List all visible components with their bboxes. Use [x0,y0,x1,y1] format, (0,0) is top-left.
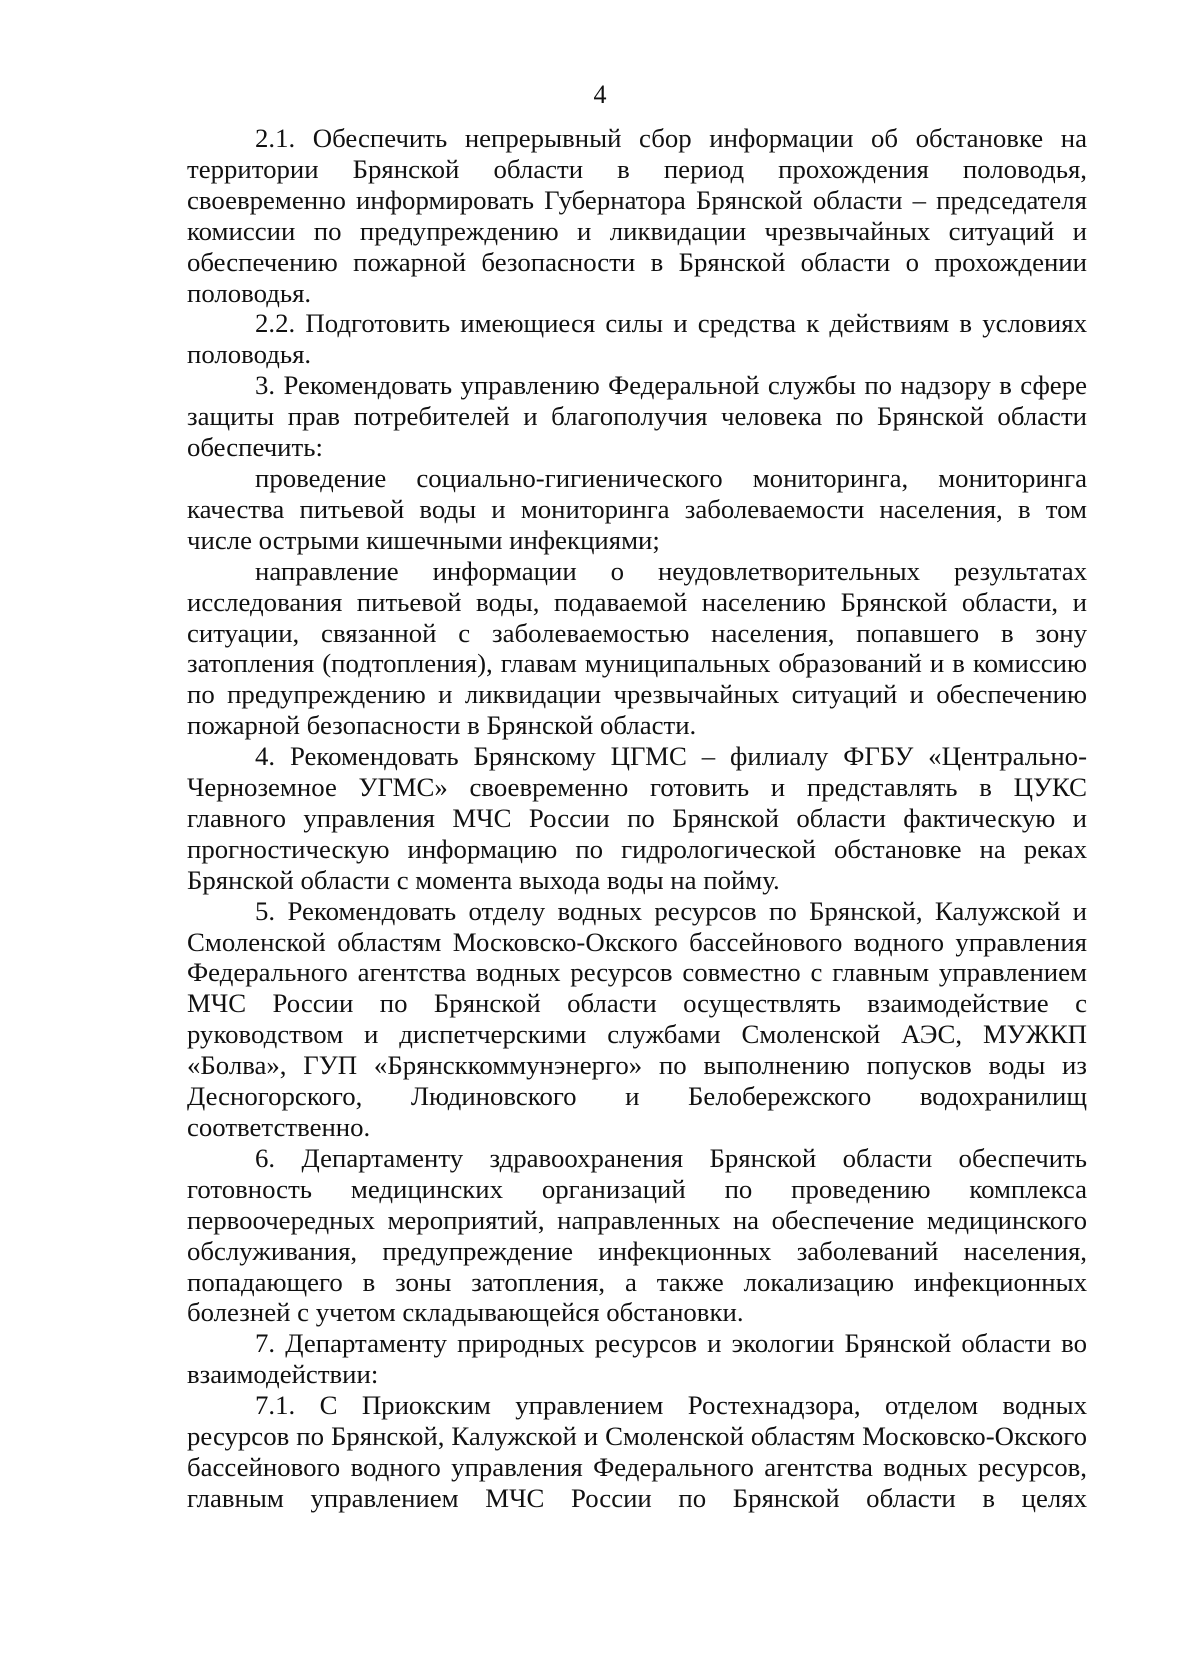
paragraph-5: 5. Рекомендовать отделу водных ресурсов по Брянской, Калужской и Смоленской областям Московско-Окского бассейнового водного управления Федерального агентства водных ресурсов совместно с главным управлением МЧС России по Брянской области осуществлять взаимодействие с руководством и диспетчерскими службами Смоленской АЭС, МУЖКП «Болва», ГУП «Брянсккоммунэнерго» по выполнению попусков воды из Десногорского, Людиновского и Белобережского водохранилищ соответственно. [187,895,1087,1142]
paragraph-4: 4. Рекомендовать Брянскому ЦГМС – филиалу ФГБУ «Центрально-Черноземное УГМС» своевременно готовить и представлять в ЦУКС главного управления МЧС России по Брянской области фактическую и прогностическую информацию по гидрологической обстановке на реках Брянской области с момента выхода воды на пойму. [187,741,1087,895]
page-number: 4 [593,80,607,109]
paragraph-2-2: 2.2. Подготовить имеющиеся силы и средства к действиям в условиях половодья. [187,308,1087,370]
paragraph-2-1: 2.1. Обеспечить непрерывный сбор информации об обстановке на территории Брянской области в период прохождения половодья, своевременно информировать Губернатора Брянской области – председателя комиссии по предупреждению и ликвидации чрезвычайных ситуаций и обеспечению пожарной безопасности в Брянской области о прохождении половодья. [187,123,1087,308]
paragraph-3: 3. Рекомендовать управлению Федеральной службы по надзору в сфере защиты прав потребителей и благополучия человека по Брянской области обеспечить: [187,370,1087,463]
paragraph-6: 6. Департаменту здравоохранения Брянской области обеспечить готовность медицинских организаций по проведению комплекса первоочередных мероприятий, направленных на обеспечение медицинского обслуживания, предупреждение инфекционных заболеваний населения, попадающего в зоны затопления, а также локализацию инфекционных болезней с учетом складывающейся обстановки. [187,1142,1087,1328]
paragraph-7-1: 7.1. С Приокским управлением Ростехнадзора, отделом водных ресурсов по Брянской, Калужской и Смоленской областям Московско-Окского бассейнового водного управления Федерального агентства водных ресурсов, главным управлением МЧС России по Брянской области в целях [187,1390,1087,1513]
paragraph-7: 7. Департаменту природных ресурсов и экологии Брянской области во взаимодействии: [187,1328,1087,1390]
paragraph-3-information: направление информации о неудовлетворительных результатах исследования питьевой воды, подаваемой населению Брянской области, и ситуации, связанной с заболеваемостью населения, попавшего в зону затопления (подтопления), главам муниципальных образований и в комиссию по предупреждению и ликвидации чрезвычайных ситуаций и обеспечению пожарной безопасности в Брянской области. [187,555,1087,741]
document-body [187,123,1087,1514]
paragraph-3-monitoring: проведение социально-гигиенического мониторинга, мониторинга качества питьевой воды и мониторинга заболеваемости населения, в том числе острыми кишечными инфекциями; [187,462,1087,555]
